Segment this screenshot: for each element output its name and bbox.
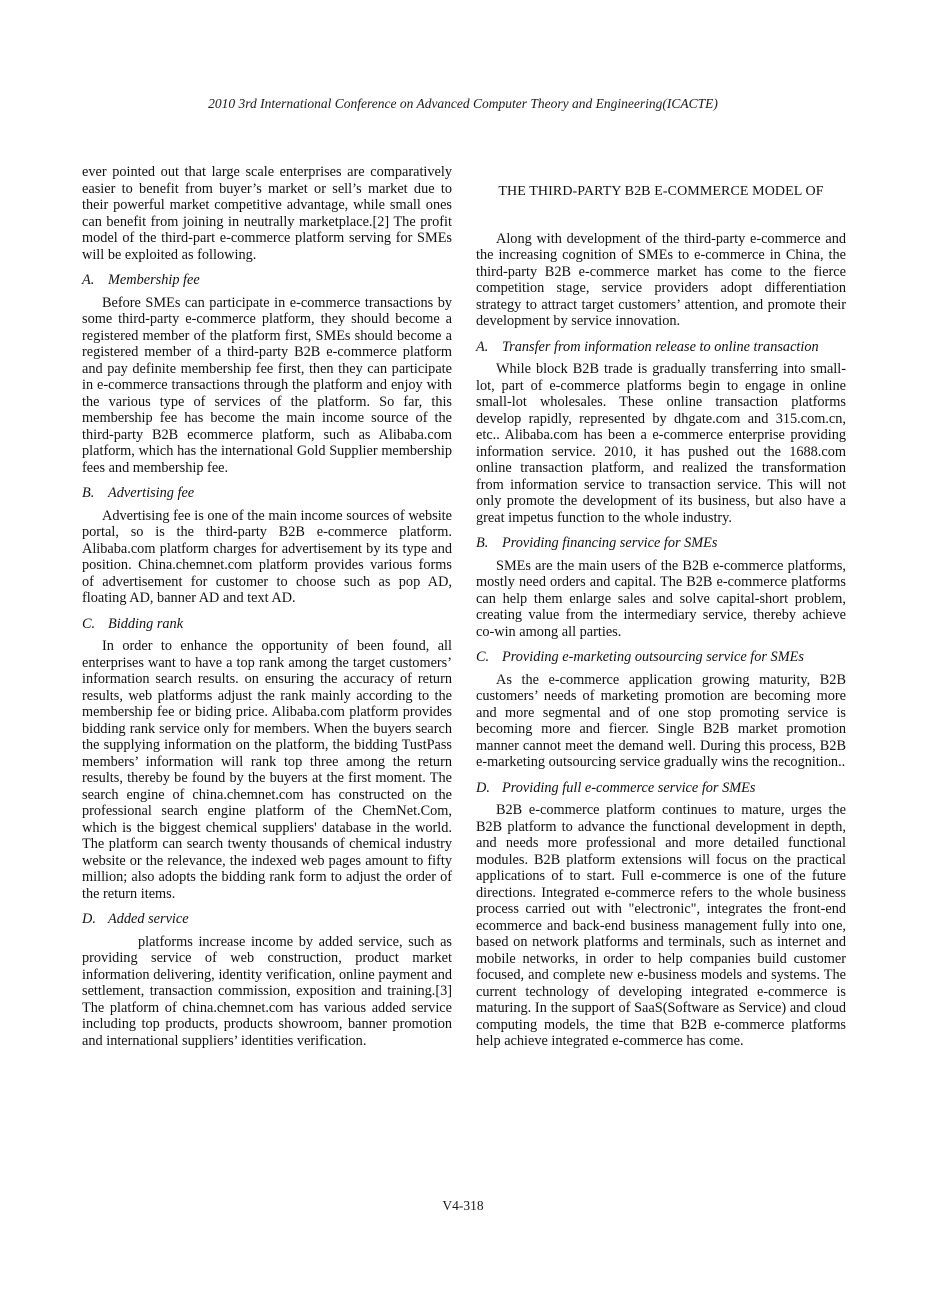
subsection-title: Advertising fee <box>108 485 195 501</box>
subsection-letter: D. <box>82 911 96 927</box>
membership-fee-paragraph: Before SMEs can participate in e-commerce transactions by some third-party e-commerce platform, they should become a registered member of the platform first, SMEs should become a registered member of a third-party B2B e-commerce platform and pay definite membership fee first, then they can participate in e-commerce transactions through the platform and enjoy with the various type of services of the platform. So far, this membership fee has become the main income source of the third-party B2B ecommerce platform, such as Alibaba.com platform, which has the international Gold Supplier membership fees and membership fee. <box>82 294 452 476</box>
online-transaction-paragraph: While block B2B trade is gradually transferring into small-lot, part of e-commerce platforms begin to engage in online small-lot wholesales. These online transaction platforms develop rapidly, represented by dhgate.com and 315.com.cn, etc.. Alibaba.com has been a e-commerce enterprise providing information service. 2010, it has pushed out the 1688.com online transaction platform, and realized the transformation from information service to transaction service. This will not only promote the development of its business, but also have a great impetus function to the whole industry. <box>476 361 846 526</box>
running-header: 2010 3rd International Conference on Advanced Computer Theory and Engineering(ICACTE) <box>208 96 718 111</box>
advertising-fee-paragraph: Advertising fee is one of the main income sources of website portal, so is the third-party B2B e-commerce platform. Alibaba.com platform charges for advertisement by its type and position. China.chemnet.com platform provides various forms of advertisement for customer to choose such as pop AD, floating AD, banner AD and text AD. <box>82 507 452 606</box>
left-intro-paragraph: ever pointed out that large scale enterprises are comparatively easier to benefit from buyer’s market or sell’s market due to their powerful market competitive advantage, while small ones can benefit from joining in neutrally marketplace.[2] The profit model of the third-part e-commerce platform serving for SMEs will be exploited as following. <box>82 164 452 263</box>
subsection-letter: D. <box>476 779 490 796</box>
subsection-heading-online-transaction <box>476 339 846 356</box>
subsection-letter: C. <box>82 615 96 632</box>
subsection-heading-bidding-rank <box>82 616 452 633</box>
left-column <box>82 164 452 1049</box>
subsection-letter: C. <box>476 649 490 665</box>
subsection-letter: A. <box>82 272 95 288</box>
subsection-title: Providing full e-commerce service for SMEs <box>502 779 756 796</box>
subsection-heading-financing-service <box>476 535 846 552</box>
subsection-title: Providing e-marketing outsourcing service for SMEs <box>502 649 804 665</box>
subsection-title: Membership fee <box>108 272 200 288</box>
subsection-heading-membership-fee <box>82 272 452 289</box>
subsection-title: Transfer from information release to online transaction <box>502 338 819 355</box>
subsection-heading-e-marketing-outsourcing <box>476 649 846 666</box>
page-number: V4-318 <box>442 1198 484 1213</box>
subsection-heading-full-e-commerce <box>476 780 846 797</box>
subsection-letter: B. <box>82 485 95 501</box>
financing-service-paragraph: SMEs are the main users of the B2B e-commerce platforms, mostly need orders and capital. The B2B e-commerce platforms can help them enlarge sales and solve capital-short problem, creating value from the intermediary service, thereby achieve co-win among all parties. <box>476 557 846 640</box>
subsection-letter: A. <box>476 338 489 355</box>
right-intro-paragraph: Along with development of the third-party e-commerce and the increasing cognition of SMEs to e-commerce in China, the third-party B2B e-commerce market has come to the fierce competition stage, service providers adopt differentiation strategy to attract target customers’ attention, and promote their development by service innovation. <box>476 230 846 329</box>
added-service-paragraph: platforms increase income by added service, such as providing service of web construction, product market information delivering, identity verification, online payment and settlement, transaction commission, exposition and training.[3] The platform of china.chemnet.com has various added service including top products, products showroom, banner promotion and international suppliers’ identities verification. <box>82 933 452 1049</box>
subsection-heading-advertising-fee <box>82 485 452 502</box>
section-heading: THE THIRD-PARTY B2B E-COMMERCE MODEL OF <box>498 184 824 199</box>
subsection-title: Bidding rank <box>108 615 184 632</box>
subsection-title: Providing financing service for SMEs <box>502 535 718 551</box>
full-e-commerce-paragraph: B2B e-commerce platform continues to mature, urges the B2B platform to advance the functional development in depth, and needs more professional and more detailed functional modules. B2B platform extensions will focus on the practical applications of to start. Full e-commerce is one of the future directions. Integrated e-commerce refers to the whole business process carried out with "electronic", integrates the front-end ecommerce and back-end business management fully into one, based on network platforms and terminals, such as internet and mobile networks, in order to help companies build customer focused, and complete new e-business models and systems. The current technology of developing integrated e-commerce is maturing. In the support of SaaS(Software as Service) and cloud computing models, the time that B2B e-commerce platforms help achieve integrated e-commerce has come. <box>476 802 846 1049</box>
subsection-letter: B. <box>476 535 489 551</box>
e-marketing-outsourcing-paragraph: As the e-commerce application growing maturity, B2B customers’ needs of marketing promotion are becoming more and more segmental and of one stop promoting service is becoming more and fiercer. Single B2B market promotion manner cannot meet the demand well. During this process, B2B e-marketing outsourcing service gradually wins the recognition.. <box>476 671 846 770</box>
subsection-title: Added service <box>108 911 189 927</box>
subsection-heading-added-service <box>82 911 452 928</box>
right-column <box>476 164 846 1050</box>
bidding-rank-paragraph: In order to enhance the opportunity of been found, all enterprises want to have a top rank among the target customers’ information search results. on ensuring the accuracy of return results, web platforms adjust the rank mainly according to the membership fee or biding price. Alibaba.com platform provides bidding rank service only for members. When the buyers search the supplying information on the platform, the bidding TustPass members’ information will rank top three among the return results, thereby be found by the buyers at the first moment. The search engine of china.chemnet.com has constructed on the professional search engine platform of the ChemNet.Com, which is the biggest chemical suppliers' database in the world. The platform can search twenty thousands of chemical industry website or the relevance, the indexed web pages amount to fifty million; also adopts the bidding rank form to adjust the order of the return items. <box>82 638 452 902</box>
